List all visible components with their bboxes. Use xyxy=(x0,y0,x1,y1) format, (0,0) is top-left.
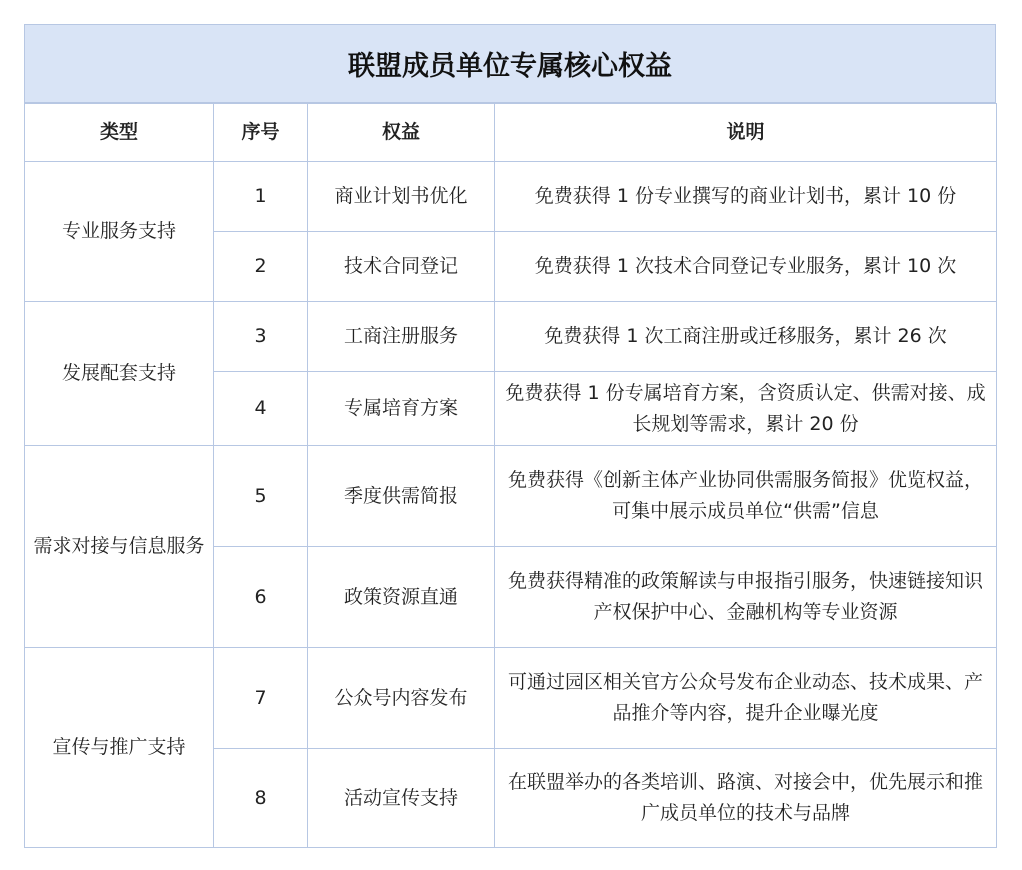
row-number: 3 xyxy=(214,302,308,372)
description-cell: 免费获得《创新主体产业协同供需服务简报》优览权益，可集中展示成员单位“供需”信息 xyxy=(495,446,997,547)
header-benefit: 权益 xyxy=(308,104,495,162)
category-cell: 专业服务支持 xyxy=(25,162,214,302)
header-desc: 说明 xyxy=(495,104,997,162)
header-no: 序号 xyxy=(214,104,308,162)
category-cell: 宣传与推广支持 xyxy=(25,648,214,848)
category-cell: 需求对接与信息服务 xyxy=(25,446,214,648)
row-number: 4 xyxy=(214,372,308,446)
header-row xyxy=(25,104,997,162)
benefit-cell: 活动宣传支持 xyxy=(308,749,495,848)
category-cell: 发展配套支持 xyxy=(25,302,214,446)
row-number: 8 xyxy=(214,749,308,848)
description-cell: 可通过园区相关官方公众号发布企业动态、技术成果、产品推介等内容，提升企业曝光度 xyxy=(495,648,997,749)
benefit-cell: 专属培育方案 xyxy=(308,372,495,446)
table-row xyxy=(25,302,997,372)
description-cell: 免费获得精准的政策解读与申报指引服务，快速链接知识产权保护中心、金融机构等专业资源 xyxy=(495,547,997,648)
benefit-cell: 工商注册服务 xyxy=(308,302,495,372)
table-title: 联盟成员单位专属核心权益 xyxy=(24,24,996,103)
row-number: 6 xyxy=(214,547,308,648)
benefit-cell: 公众号内容发布 xyxy=(308,648,495,749)
description-cell: 在联盟举办的各类培训、路演、对接会中，优先展示和推广成员单位的技术与品牌 xyxy=(495,749,997,848)
description-cell: 免费获得 1 次技术合同登记专业服务，累计 10 次 xyxy=(495,232,997,302)
description-cell: 免费获得 1 份专属培育方案，含资质认定、供需对接、成长规划等需求，累计 20 份 xyxy=(495,372,997,446)
header-type: 类型 xyxy=(25,104,214,162)
table-row xyxy=(25,648,997,749)
benefit-cell: 政策资源直通 xyxy=(308,547,495,648)
benefit-cell: 技术合同登记 xyxy=(308,232,495,302)
table-row xyxy=(25,162,997,232)
row-number: 2 xyxy=(214,232,308,302)
table-row xyxy=(25,446,997,547)
row-number: 7 xyxy=(214,648,308,749)
benefit-cell: 商业计划书优化 xyxy=(308,162,495,232)
benefits-table xyxy=(24,103,997,848)
benefit-cell: 季度供需简报 xyxy=(308,446,495,547)
description-cell: 免费获得 1 份专业撰写的商业计划书，累计 10 份 xyxy=(495,162,997,232)
row-number: 1 xyxy=(214,162,308,232)
benefits-table-frame xyxy=(24,24,996,848)
row-number: 5 xyxy=(214,446,308,547)
description-cell: 免费获得 1 次工商注册或迁移服务，累计 26 次 xyxy=(495,302,997,372)
